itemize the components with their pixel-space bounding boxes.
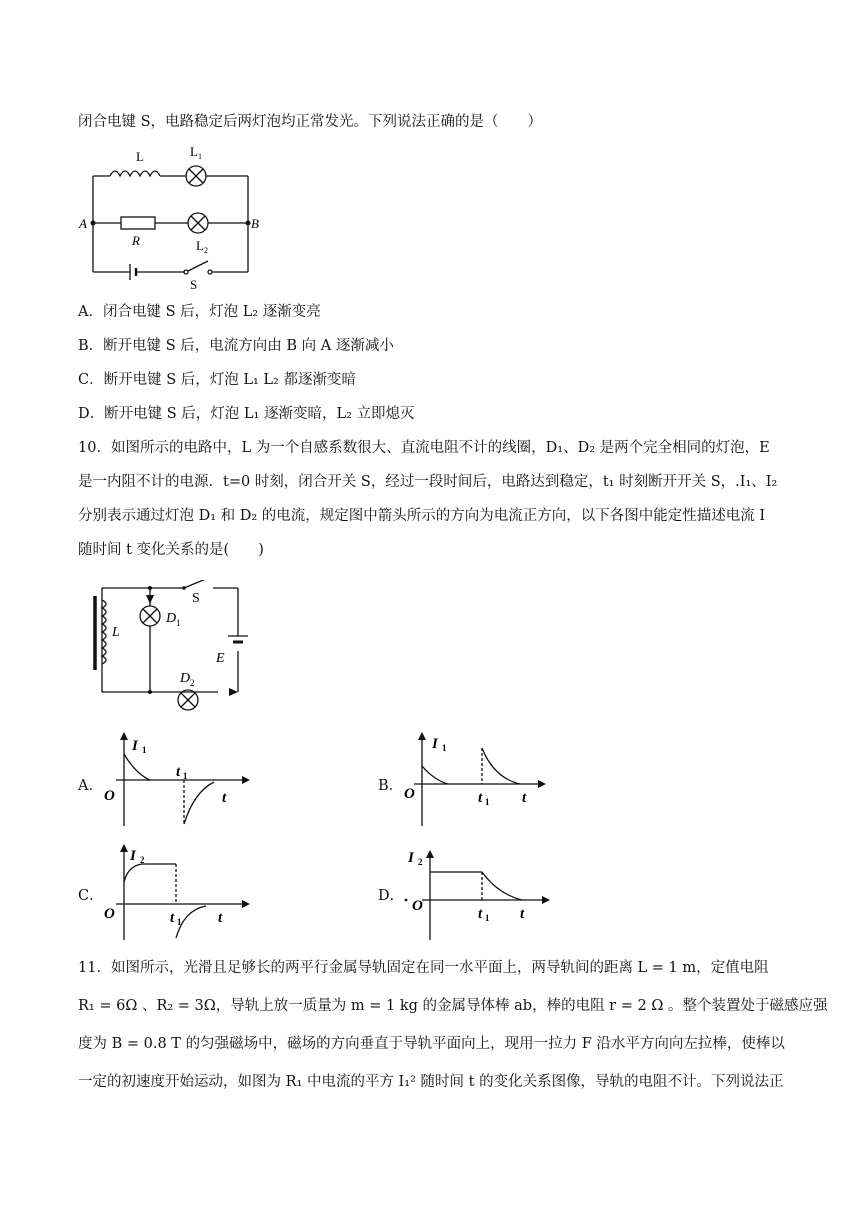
svg-text:1: 1 (485, 797, 490, 807)
graph-c-option: C． (78, 888, 104, 904)
graph-d (398, 842, 558, 942)
svg-text:2: 2 (418, 857, 423, 867)
svg-text:1: 1 (142, 745, 147, 755)
svg-text:O: O (104, 788, 115, 804)
svg-text:1: 1 (183, 771, 188, 781)
q9-option-a: A．闭合电键 S 后，灯泡 L₂ 逐渐变亮 (78, 304, 321, 320)
svg-text:t: t (520, 906, 525, 922)
q11-line-4: 一定的初速度开始运动，如图为 R₁ 中电流的平方 I₁² 随时间 t 的变化关系图像，导轨的电阻不计。下列说法正 (78, 1074, 784, 1090)
graph-c (98, 842, 258, 942)
svg-text:2: 2 (190, 678, 195, 688)
q10-line-2: 是一内阻不计的电源．t=0 时刻，闭合开关 S，经过一段时间后，电路达到稳定，t₁ 时刻断开开关 S，.I₁、I₂ (78, 474, 778, 490)
svg-text:t: t (170, 910, 175, 926)
svg-text:O: O (404, 786, 415, 802)
svg-text:1: 1 (176, 618, 181, 628)
svg-text:I: I (408, 850, 414, 866)
label-L: L (136, 149, 144, 164)
q10-circuit-diagram (88, 580, 258, 720)
q11-line-2: R₁ = 6Ω 、R₂ = 3Ω，导轨上放一质量为 m = 1 kg 的金属导体棒 ab，棒的电阻 r = 2 Ω 。整个装置处于磁感应强 (78, 998, 828, 1014)
svg-text:2: 2 (204, 246, 208, 255)
q10-line-4: 随时间 t 变化关系的是( ) (78, 542, 264, 558)
graph-a-option: A． (78, 778, 103, 794)
q9-circuit-diagram (76, 140, 276, 290)
svg-text:t: t (478, 790, 483, 806)
svg-text:t: t (218, 910, 223, 926)
svg-text:O: O (104, 906, 115, 922)
graph-b-option: B． (378, 778, 404, 794)
q9-option-d: D．断开电键 S 后，灯泡 L₁ 逐渐变暗，L₂ 立即熄灭 (78, 406, 415, 422)
label-D1: D (166, 611, 177, 626)
svg-text:1: 1 (485, 913, 490, 923)
label-R: R (132, 233, 140, 248)
q11-line-3: 度为 B = 0.8 T 的匀强磁场中，磁场的方向垂直于导轨平面向上，现用一拉力 F 沿水平方向向左拉棒，使棒以 (78, 1036, 785, 1052)
svg-text:t: t (176, 764, 181, 780)
svg-text:1: 1 (198, 152, 202, 161)
label-A: A (79, 216, 87, 231)
svg-text:I: I (130, 848, 136, 864)
label-B: B (251, 216, 259, 231)
graph-a (98, 730, 258, 830)
q10-line-1: 10．如图所示的电路中，L 为一个自感系数很大、直流电阻不计的线圈，D₁、D₂ 是两个完全相同的灯泡，E (78, 440, 770, 456)
q11-line-1: 11．如图所示，光滑且足够长的两平行金属导轨固定在同一水平面上，两导轨间的距离 L = 1 m，定值电阻 (78, 960, 769, 976)
q9-intro: 闭合电键 S，电路稳定后两灯泡均正常发光。下列说法正确的是（ ） (78, 114, 543, 130)
q10-line-3: 分别表示通过灯泡 D₁ 和 D₂ 的电流，规定图中箭头所示的方向为电流正方向，以下各图中能定性描述电流 I (78, 508, 766, 524)
svg-text:1: 1 (177, 917, 182, 927)
svg-text:t: t (478, 906, 483, 922)
svg-text:1: 1 (442, 743, 447, 753)
label-D2: D (180, 671, 191, 686)
svg-text:t: t (522, 790, 527, 806)
graph-d-option: D． (378, 888, 405, 904)
svg-text:O: O (412, 898, 423, 914)
graph-b (398, 730, 558, 830)
label-S: S (192, 591, 200, 606)
svg-text:I: I (132, 738, 138, 754)
svg-text:2: 2 (140, 855, 145, 865)
label-L2: L (196, 238, 204, 253)
label-L: L (112, 625, 120, 640)
q9-option-c: C．断开电键 S 后，灯泡 L₁ L₂ 都逐渐变暗 (78, 372, 356, 388)
svg-text:t: t (222, 790, 227, 806)
label-S: S (190, 277, 198, 290)
label-E: E (216, 651, 225, 666)
svg-text:I: I (432, 736, 438, 752)
q9-option-b: B．断开电键 S 后，电流方向由 B 向 A 逐渐减小 (78, 338, 394, 354)
label-L1: L (190, 144, 198, 159)
